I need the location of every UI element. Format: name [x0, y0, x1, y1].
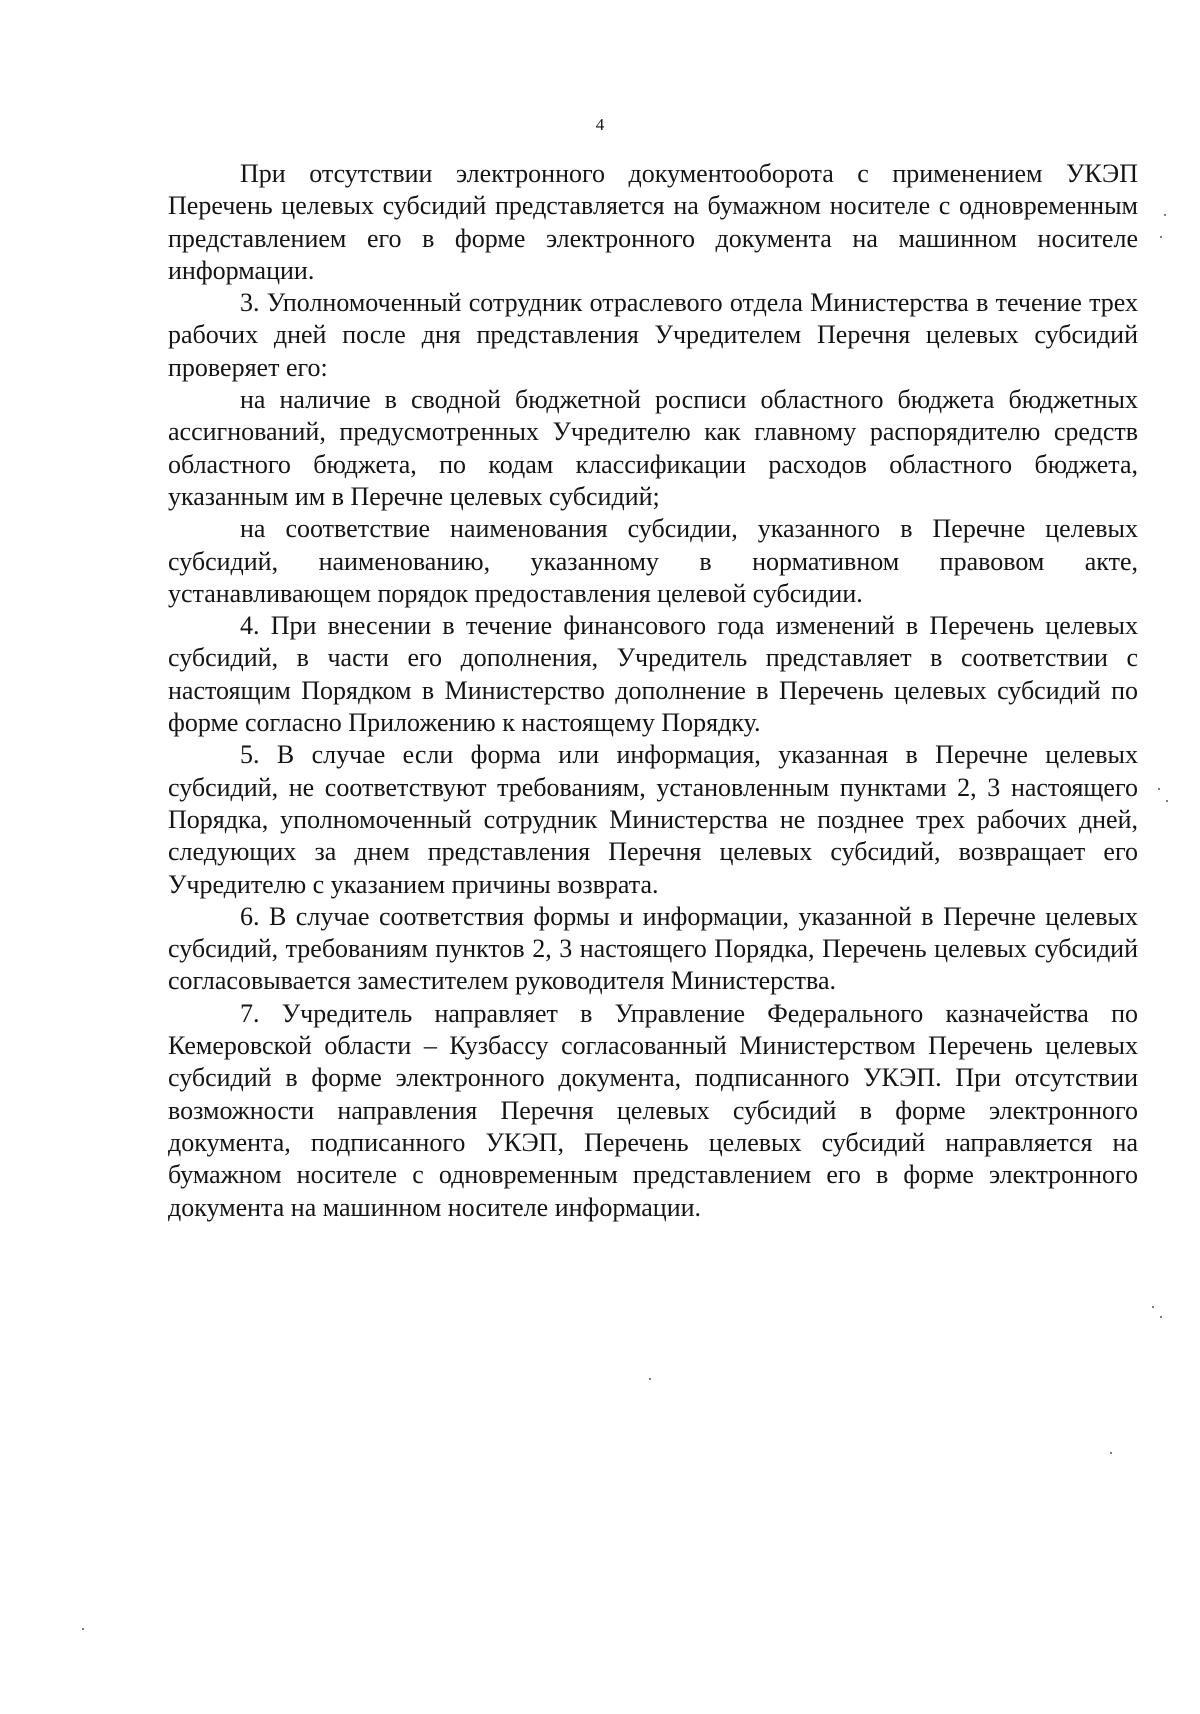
scan-speck [1164, 214, 1166, 216]
scan-speck [1166, 800, 1168, 802]
scan-speck [1110, 1452, 1112, 1454]
page-number: 4 [595, 115, 605, 134]
scan-speck [1160, 1316, 1162, 1318]
paragraph-item-6: 6. В случае соответствия формы и информации, указанной в Перечне целевых субсидий, требованиям пунктов 2, 3 настоящего Порядка, Перечень целевых субсидий согласовывается заместителем руководителя Министерства. [168, 901, 1138, 996]
document-body [168, 158, 1138, 1224]
paragraph-item-5: 5. В случае если форма или информация, указанная в Перечне целевых субсидий, не соответствуют требованиям, установленным пунктами 2, 3 настоящего Порядка, уполномоченный сотрудник Министерства не позднее трех рабочих дней, следующих за днем представления Перечня целевых субсидий, возвращает его Учредителю с указанием причины возврата. [168, 740, 1138, 899]
scan-speck [1160, 236, 1162, 238]
scan-speck [1158, 788, 1160, 790]
scan-speck [1152, 1306, 1154, 1308]
scan-speck [82, 1628, 84, 1630]
paragraph-item-7: 7. Учредитель направляет в Управление Федерального казначейства по Кемеровской области – Кузбассу согласованный Министерством Перечень целевых субсидий в форме электронного документа, подписанного УКЭП. При отсутствии возможности направления Перечня целевых субсидий в форме электронного документа, подписанного УКЭП, Перечень целевых субсидий направляется на бумажном носителе с одновременным представлением его в форме электронного документа на машинном носителе информации. [168, 998, 1138, 1222]
paragraph-item-3: 3. Уполномоченный сотрудник отраслевого отдела Министерства в течение трех рабочих дней после дня представления Учредителем Перечня целевых субсидий проверяет его: [168, 288, 1138, 382]
paragraph-item-3-check-budget: на наличие в сводной бюджетной росписи областного бюджета бюджетных ассигнований, предусмотренных Учредителю как главному распорядителю средств областного бюджета, по кодам классификации расходов областного бюджета, указанным им в Перечне целевых субсидий; [168, 385, 1138, 511]
paragraph-item-4: 4. При внесении в течение финансового года изменений в Перечень целевых субсидий, в части его дополнения, Учредитель представляет в соответствии с настоящим Порядком в Министерство дополнение в Перечень целевых субсидий по форме согласно Приложению к настоящему Порядку. [168, 611, 1138, 738]
paragraph-intro: При отсутствии электронного документооборота с применением УКЭП Перечень целевых субсидий представляется на бумажном носителе с одновременным представлением его в форме электронного документа на машинном носителе информации. [168, 159, 1138, 285]
scan-speck [649, 1378, 651, 1380]
paragraph-item-3-check-name: на соответствие наименования субсидии, указанного в Перечне целевых субсидий, наименованию, указанному в нормативном правовом акте, устанавливающем порядок предоставления целевой субсидии. [168, 514, 1138, 608]
